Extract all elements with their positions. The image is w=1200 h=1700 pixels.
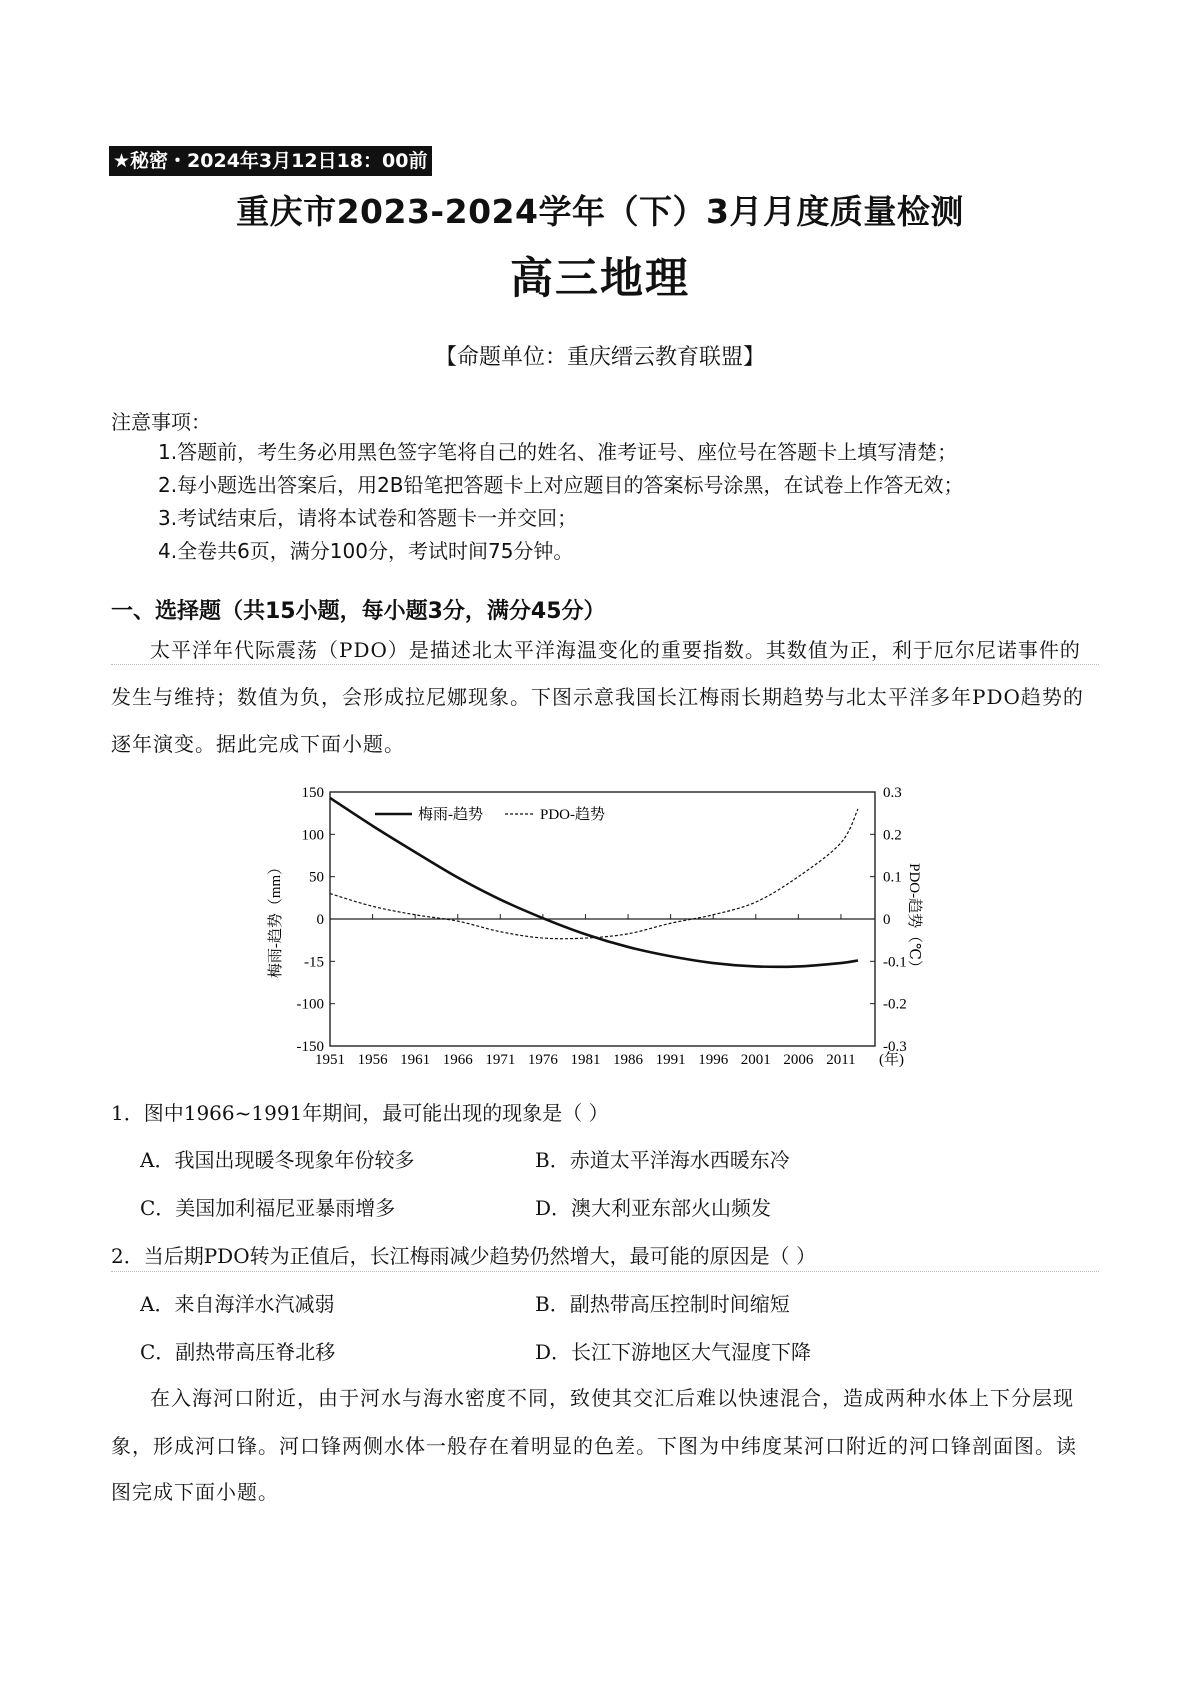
x-tick-label: 1966 [442, 1052, 473, 1068]
option-a: A．来自海洋水汽减弱 [140, 1292, 335, 1316]
right-axis-title: PDO-趋势（℃） [906, 863, 922, 975]
left-tick-label: 100 [301, 827, 324, 844]
issuing-unit: 【命题单位：重庆缙云教育联盟】 [434, 345, 765, 370]
legend-label-meiyu: 梅雨-趋势 [418, 807, 483, 823]
option-c: C．美国加利福尼亚暴雨增多 [140, 1196, 396, 1220]
right-tick-label: 0.1 [883, 869, 902, 886]
left-tick-label: -15 [304, 954, 324, 971]
meiyu-pdo-trend-chart [260, 770, 920, 1070]
notice-item: 2.每小题选出答案后，用2B铅笔把答题卡上对应题目的答案标号涂黑，在试卷上作答无效； [158, 473, 964, 497]
intro-paragraph-line: 逐年演变。据此完成下面小题。 [111, 732, 405, 756]
right-tick-label: -0.1 [883, 954, 907, 971]
subject-title: 高三地理 [510, 254, 690, 304]
left-tick-label: 150 [301, 785, 324, 801]
passage-line: 象，形成河口锋。河口锋两侧水体一般存在着明显的色差。下图为中纬度某河口附近的河口锋剖面图。读 [111, 1434, 1077, 1458]
notice-item: 3.考试结束后，请将本试卷和答题卡一并交回； [158, 506, 578, 530]
dotted-rule [111, 1271, 1099, 1272]
x-tick-label: 1971 [485, 1052, 516, 1068]
legend-label-pdo: PDO-趋势 [540, 807, 606, 823]
notice-item: 4.全卷共6页，满分100分，考试时间75分钟。 [158, 539, 574, 563]
option-d: D．澳大利亚东部火山频发 [535, 1196, 772, 1220]
right-tick-label: -0.3 [883, 1039, 907, 1055]
left-tick-label: -100 [296, 996, 324, 1013]
x-tick-label: 2001 [740, 1052, 771, 1068]
option-b: B．副热带高压控制时间缩短 [535, 1292, 790, 1316]
question-stem: 2．当后期PDO转为正值后，长江梅雨减少趋势仍然增大，最可能的原因是（ ） [111, 1244, 816, 1268]
right-tick-label: -0.2 [883, 996, 907, 1013]
option-d: D．长江下游地区大气湿度下降 [535, 1340, 812, 1364]
x-tick-label: 2011 [826, 1052, 856, 1068]
left-tick-label: -150 [296, 1039, 324, 1055]
x-tick-label: 1986 [613, 1052, 644, 1068]
notice-item: 1.答题前，考生务必用黑色签字笔将自己的姓名、准考证号、座位号在答题卡上填写清楚； [158, 440, 958, 464]
dotted-rule [111, 664, 1099, 665]
x-tick-label: 1956 [357, 1052, 388, 1068]
confidential-label: ★秘密・2024年3月12日18：00前 [109, 146, 432, 176]
left-tick-label: 0 [316, 912, 324, 928]
x-tick-label: 1991 [655, 1052, 686, 1068]
x-axis-label: (年) [879, 1052, 904, 1068]
right-tick-label: 0 [883, 912, 891, 928]
x-tick-label: 1961 [400, 1052, 431, 1068]
right-tick-label: 0.2 [883, 827, 902, 844]
x-tick-label: 1996 [698, 1052, 729, 1068]
x-tick-label: 2006 [783, 1052, 814, 1068]
intro-paragraph-line: 发生与维持；数值为负，会形成拉尼娜现象。下图示意我国长江梅雨长期趋势与北太平洋多年PDO趋势的 [111, 685, 1084, 709]
option-a: A．我国出现暖冬现象年份较多 [140, 1148, 415, 1172]
x-tick-label: 1981 [570, 1052, 601, 1068]
left-axis-title: 梅雨-趋势（mm） [268, 859, 284, 979]
question-stem: 1．图中1966~1991年期间，最可能出现的现象是（ ） [111, 1101, 609, 1125]
left-tick-label: 50 [309, 869, 324, 886]
x-tick-label: 1951 [315, 1052, 345, 1068]
intro-paragraph-line: 太平洋年代际震荡（PDO）是描述北太平洋海温变化的重要指数。其数值为正，利于厄尔尼诺事件的 [150, 638, 1081, 662]
passage-line: 图完成下面小题。 [111, 1480, 279, 1504]
notice-heading: 注意事项： [111, 410, 211, 434]
meiyu-trend-line [330, 798, 858, 967]
passage-line: 在入海河口附近，由于河水与海水密度不同，致使其交汇后难以快速混合，造成两种水体上下分层现 [150, 1386, 1074, 1410]
exam-title: 重庆市2023-2024学年（下）3月月度质量检测 [236, 192, 964, 231]
x-tick-label: 1976 [527, 1052, 558, 1068]
option-c: C．副热带高压脊北移 [140, 1340, 336, 1364]
right-tick-label: 0.3 [883, 785, 902, 801]
option-b: B．赤道太平洋海水西暖东冷 [535, 1148, 790, 1172]
section-heading: 一、选择题（共15小题，每小题3分，满分45分） [111, 599, 606, 624]
